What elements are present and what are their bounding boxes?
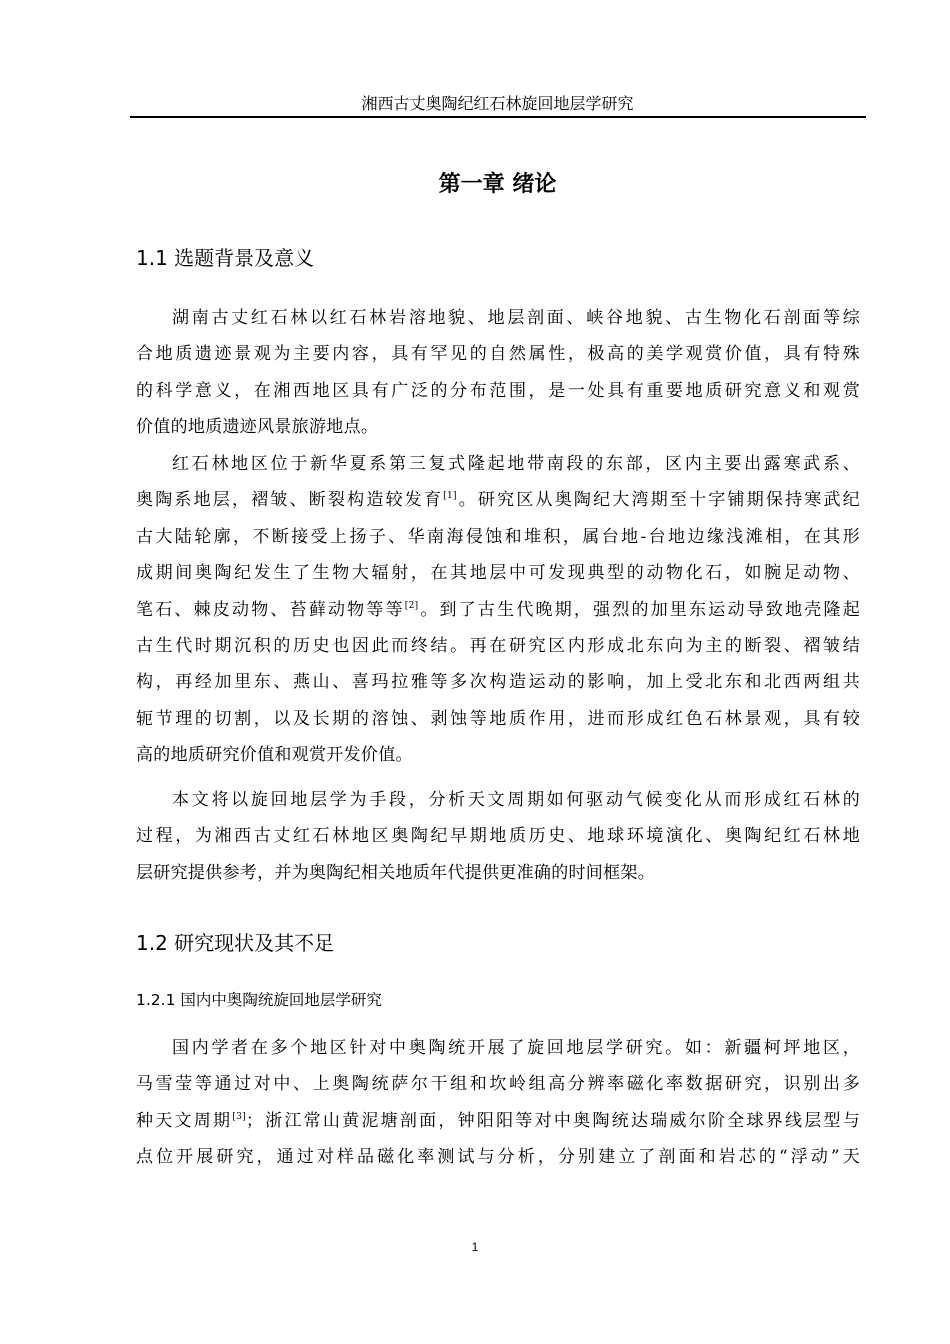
section-heading-1-2: 1.2 研究现状及其不足 — [136, 931, 335, 955]
text-line: 高的地质研究价值和观赏开发价值。 — [136, 745, 413, 766]
text-line: 红石林地区位于新华夏系第三复式隆起地带南段的东部，区内主要出露寒武系、 — [172, 454, 860, 474]
paragraph-1-1-1 — [136, 300, 860, 446]
text-line: 古生代时期沉积的历史也因此而终结。再在研究区内形成北东向为主的断裂、褶皱结 — [136, 636, 860, 657]
text-line — [136, 1103, 860, 1139]
subsection-heading-1-2-1: 1.2.1 国内中奥陶统旋回地层学研究 — [136, 991, 382, 1009]
text-line: 轭节理的切割，以及长期的溶蚀、剥蚀等地质作用，进而形成红色石林景观，具有较 — [136, 708, 860, 729]
text-segment: ；浙江常山黄泥塘剖面，钟阳阳等对中奥陶统达瑞威尔阶全球界线层型与 — [245, 1110, 860, 1131]
text-line: 价值的地质遗迹风景旅游地点。 — [136, 417, 379, 438]
running-header: 湘西古丈奥陶纪红石林旋回地层学研究 — [361, 94, 634, 113]
section-heading-1-1: 1.1 选题背景及意义 — [136, 246, 315, 270]
text-line: 的科学意义，在湘西地区具有广泛的分布范围，是一处具有重要地质研究意义和观赏 — [136, 380, 860, 401]
text-line — [136, 482, 860, 518]
text-line: 合地质遗迹景观为主要内容，具有罕见的自然属性，极高的美学观赏价值，具有特殊 — [136, 344, 860, 365]
text-segment: 种天文周期 — [136, 1110, 233, 1131]
paragraph-1-1-2 — [136, 446, 860, 774]
paragraph-1-1-3 — [136, 782, 860, 891]
header-rule — [130, 116, 866, 118]
text-line: 本文将以旋回地层学为手段，分析天文周期如何驱动气候变化从而形成红石林的 — [172, 790, 860, 810]
text-line — [136, 592, 860, 628]
text-line: 古大陆轮廓，不断接受上扬子、华南海侵蚀和堆积，属台地-台地边缘浅滩相，在其形 — [136, 526, 860, 547]
paragraph-1-2-1-1 — [136, 1030, 860, 1176]
citation-ref-3[interactable]: [3] — [232, 1111, 246, 1122]
page-number: 1 — [471, 1240, 479, 1254]
text-segment: 奥陶系地层，褶皱、断裂构造较发育 — [136, 490, 444, 511]
text-segment: 笔石、棘皮动物、苔藓动物等等 — [136, 599, 405, 620]
text-segment: 。到了古生代晚期，强烈的加里东运动导致地壳隆起 — [418, 599, 860, 620]
citation-ref-2[interactable]: [2] — [404, 600, 419, 611]
text-segment: 。研究区从奥陶纪大湾期至十字铺期保持寒武纪 — [456, 490, 860, 511]
chapter-title: 第一章 绪论 — [438, 172, 557, 197]
text-line: 层研究提供参考，并为奥陶纪相关地质年代提供更准确的时间框架。 — [136, 862, 655, 883]
text-line: 马雪莹等通过对中、上奥陶统萨尔干组和坎岭组高分辨率磁化率数据研究，识别出多 — [136, 1074, 860, 1095]
text-line: 成期间奥陶纪发生了生物大辐射，在其地层中可发现典型的动物化石，如腕足动物、 — [136, 563, 860, 584]
text-line: 湖南古丈红石林以红石林岩溶地貌、地层剖面、峡谷地貌、古生物化石剖面等综 — [172, 308, 860, 328]
text-line: 构，再经加里东、燕山、喜玛拉雅等多次构造运动的影响，加上受北东和北西两组共 — [136, 672, 860, 693]
citation-ref-1[interactable]: [1] — [443, 491, 457, 502]
text-line: 过程，为湘西古丈红石林地区奥陶纪早期地质历史、地球环境演化、奥陶纪红石林地 — [136, 826, 860, 847]
text-line: 国内学者在多个地区针对中奥陶统开展了旋回地层学研究。如：新疆柯坪地区， — [172, 1038, 860, 1058]
text-line: 点位开展研究，通过对样品磁化率测试与分析，分别建立了剖面和岩芯的“浮动”天 — [136, 1147, 860, 1168]
